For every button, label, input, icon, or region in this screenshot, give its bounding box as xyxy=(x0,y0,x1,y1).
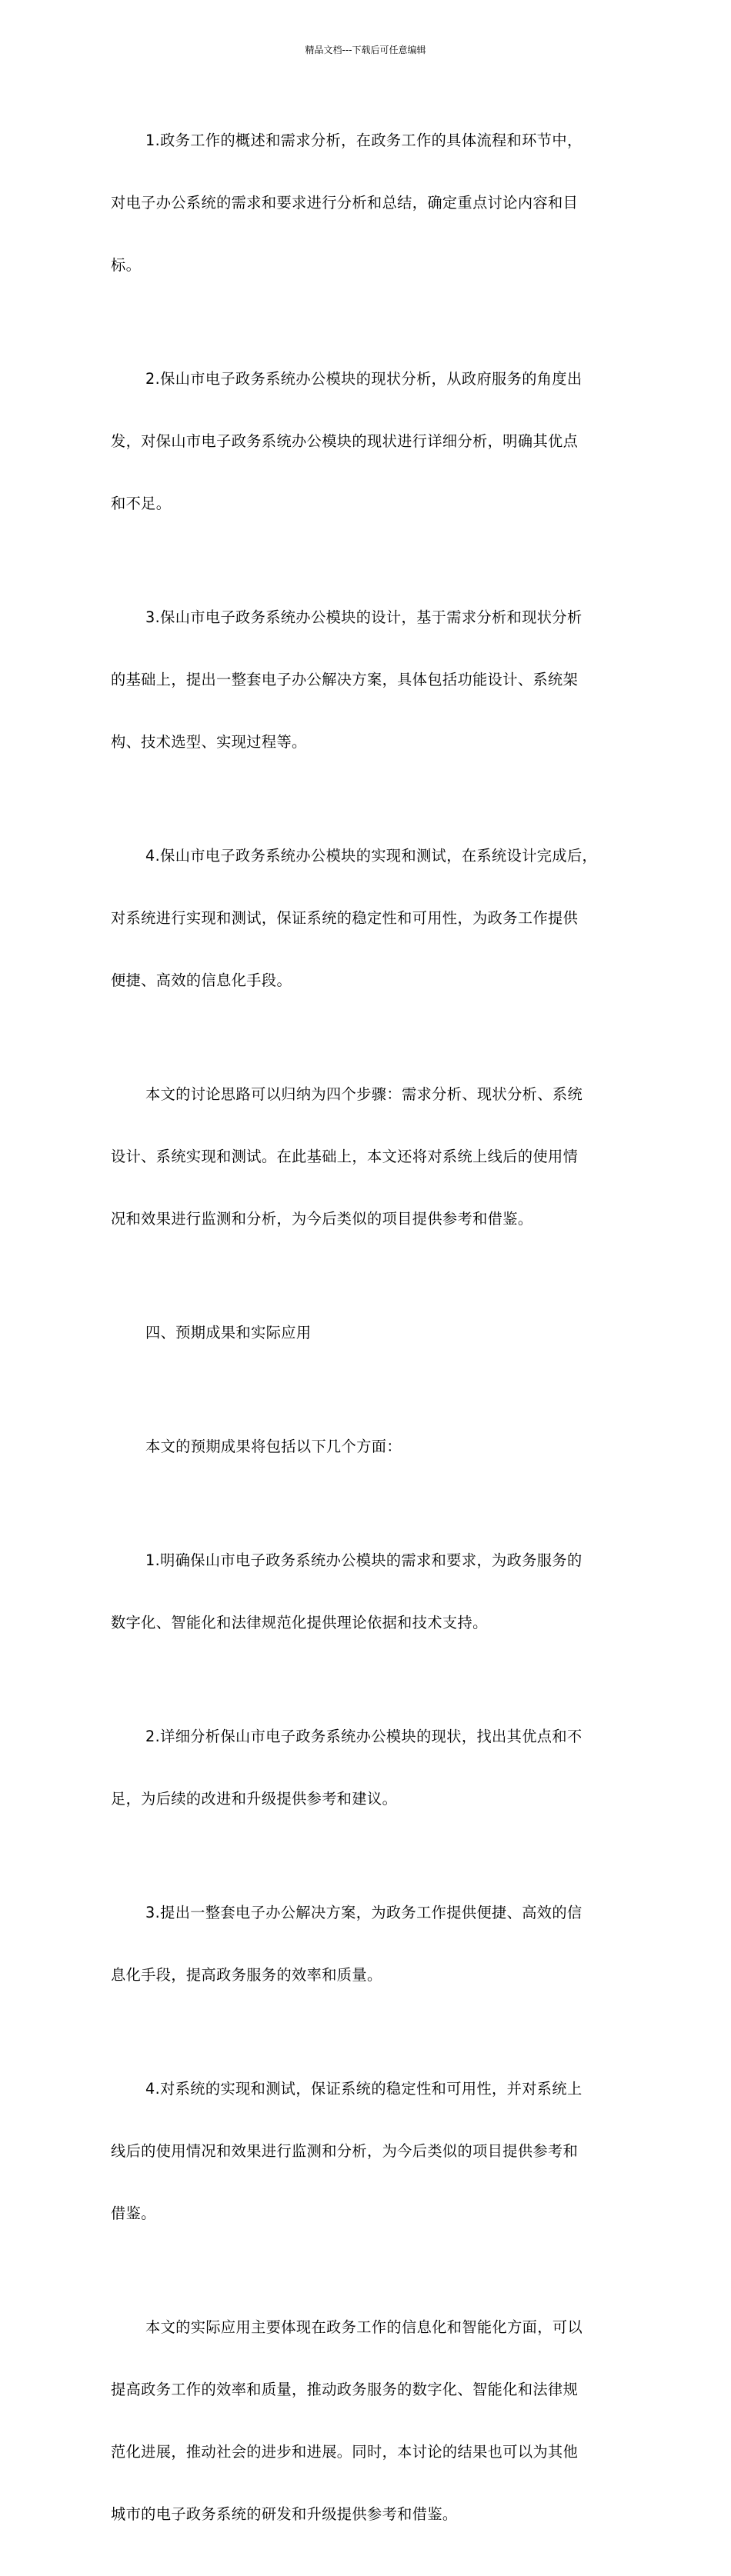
paragraph-line: 范化进展，推动社会的进步和进展。同时，本讨论的结果也可以为其他 xyxy=(111,2443,579,2461)
paragraph-line: 1.政务工作的概述和需求分析，在政务工作的具体流程和环节中， xyxy=(145,132,582,149)
paragraph-line: 借鉴。 xyxy=(111,2204,156,2222)
paragraph-line: 4.对系统的实现和测试，保证系统的稳定性和可用性，并对系统上 xyxy=(145,2080,582,2098)
paragraph-line: 设计、系统实现和测试。在此基础上，本文还将对系统上线后的使用情 xyxy=(111,1148,579,1165)
paragraph-line: 对电子办公系统的需求和要求进行分析和总结，确定重点讨论内容和目 xyxy=(111,194,579,212)
paragraph-line: 数字化、智能化和法律规范化提供理论依据和技术支持。 xyxy=(111,1614,488,1631)
paragraph-line: 对系统进行实现和测试，保证系统的稳定性和可用性，为政务工作提供 xyxy=(111,909,579,927)
paragraph-line: 本文的预期成果将包括以下几个方面： xyxy=(145,1438,402,1455)
paragraph-line: 本文的讨论思路可以归纳为四个步骤：需求分析、现状分析、系统 xyxy=(145,1085,583,1103)
paragraph-10 xyxy=(111,1861,611,2027)
paragraph-7 xyxy=(111,1395,611,1498)
paragraph-line: 便捷、高效的信息化手段。 xyxy=(111,971,292,989)
paragraph-line: 足，为后续的改进和升级提供参考和建议。 xyxy=(111,1790,398,1808)
paragraph-line: 2.详细分析保山市电子政务系统办公模块的现状，找出其优点和不 xyxy=(145,1728,582,1745)
paragraph-line: 3.保山市电子政务系统办公模块的设计，基于需求分析和现状分析 xyxy=(145,608,582,626)
paragraph-5 xyxy=(111,1042,611,1271)
paragraph-line: 城市的电子政务系统的研发和升级提供参考和借鉴。 xyxy=(111,2505,458,2523)
paragraph-line: 构、技术选型、实现过程等。 xyxy=(111,733,307,751)
paragraph-line: 3.提出一整套电子办公解决方案，为政务工作提供便捷、高效的信 xyxy=(145,1904,582,1921)
section-heading xyxy=(111,1281,611,1385)
paragraph-line: 2.保山市电子政务系统办公模块的现状分析，从政府服务的角度出 xyxy=(145,370,582,388)
paragraph-line: 本文的实际应用主要体现在政务工作的信息化和智能化方面，可以 xyxy=(145,2318,583,2336)
paragraph-line: 1.明确保山市电子政务系统办公模块的需求和要求，为政务服务的 xyxy=(145,1551,582,1569)
paragraph-9 xyxy=(111,1685,611,1851)
paragraph-4 xyxy=(111,804,611,1032)
paragraph-line: 息化手段，提高政务服务的效率和质量。 xyxy=(111,1966,382,1984)
paragraph-line: 4.保山市电子政务系统办公模块的实现和测试，在系统设计完成后， xyxy=(145,847,598,865)
paragraph-line: 标。 xyxy=(111,256,142,274)
paragraph-12 xyxy=(111,2275,611,2566)
paragraph-1 xyxy=(111,88,611,317)
paragraph-2 xyxy=(111,327,611,555)
paragraph-3 xyxy=(111,565,611,794)
section-heading-text: 四、预期成果和实际应用 xyxy=(145,1324,312,1341)
page-header: 精品文档---下载后可任意编辑 xyxy=(305,45,426,55)
paragraph-line: 况和效果进行监测和分析，为今后类似的项目提供参考和借鉴。 xyxy=(111,1210,533,1228)
document-body xyxy=(111,88,611,2576)
paragraph-line: 线后的使用情况和效果进行监测和分析，为今后类似的项目提供参考和 xyxy=(111,2142,579,2160)
paragraph-line: 发，对保山市电子政务系统办公模块的现状进行详细分析，明确其优点 xyxy=(111,432,579,450)
paragraph-11 xyxy=(111,2037,611,2265)
paragraph-8 xyxy=(111,1508,611,1675)
paragraph-line: 和不足。 xyxy=(111,495,172,512)
paragraph-line: 的基础上，提出一整套电子办公解决方案，具体包括功能设计、系统架 xyxy=(111,671,579,688)
paragraph-line: 提高政务工作的效率和质量，推动政务服务的数字化、智能化和法律规 xyxy=(111,2381,579,2398)
